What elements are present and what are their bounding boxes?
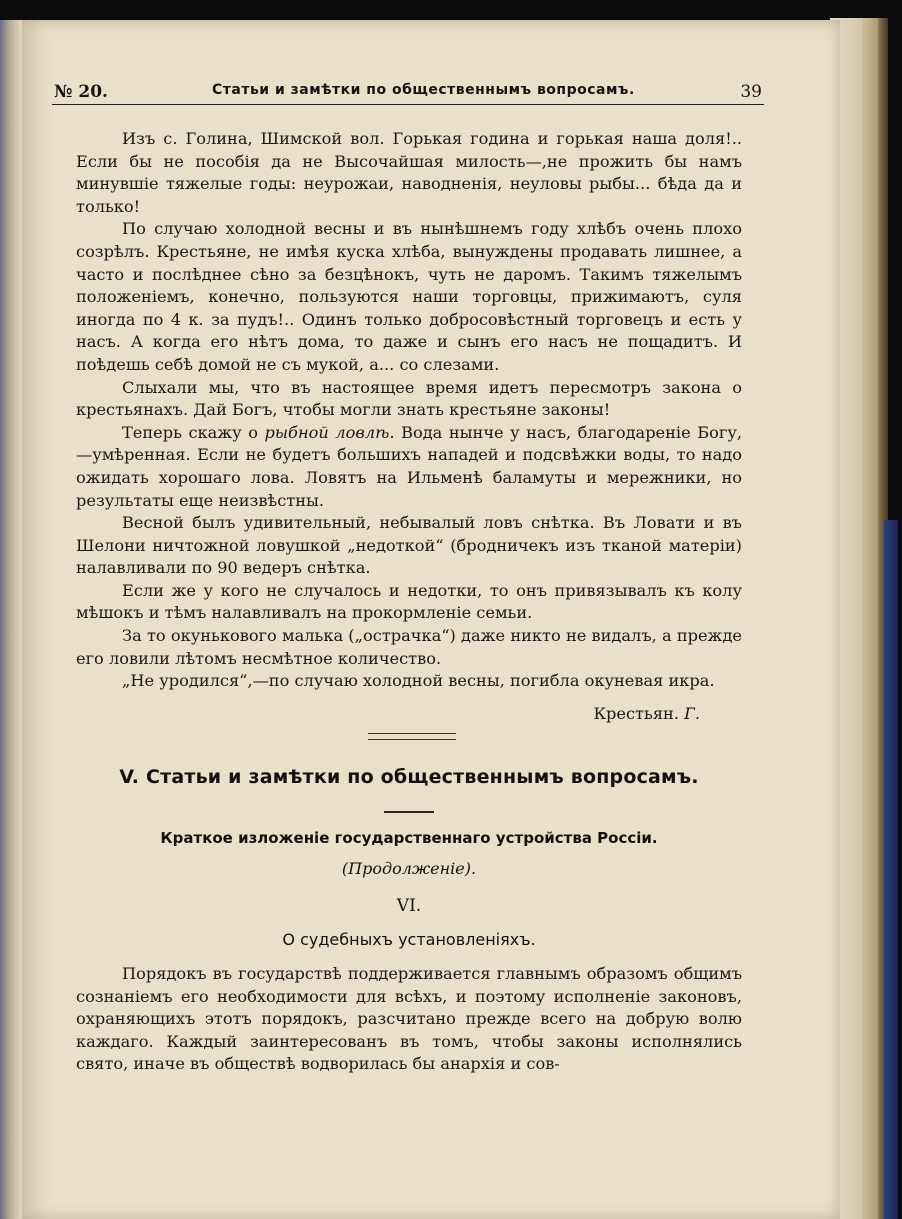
running-title: Статьи и замѣтки по общественнымъ вопросамъ. xyxy=(212,82,635,98)
paragraph-text: Вода нынче у насъ, благодареніе Богу,—умѣренная. Если не будетъ большихъ нападей и подсвѣжки воды, то надо ожидать хорошаго лова. Ловятъ на Ильменѣ баламуты и мережники, но результаты еще неизвѣстны. xyxy=(76,422,743,510)
paragraph: Порядокъ въ государствѣ поддерживается главнымъ образомъ общимъ сознаніемъ его необходимости для всѣхъ, и поэтому исполненіе законовъ, охраняющихъ этотъ порядокъ, разсчитано прежде всего на добрую волю каждаго. Каждый заинтересованъ въ томъ, чтобы законы исполнялись свято, иначе въ обществѣ водворилась бы анархія и сов- xyxy=(76,964,742,1074)
chapter-title: О судебныхъ установленіяхъ. xyxy=(282,930,536,949)
book-cover-edge xyxy=(884,520,898,1219)
signature-name: Крестьян. xyxy=(593,704,679,723)
adjacent-page-edge xyxy=(0,20,22,1219)
paragraph-text: Теперь скажу о xyxy=(122,422,265,442)
paragraph: За то окунькового малька („острачка“) даже никто не видалъ, а прежде его ловили лѣтомъ несмѣтное количество. xyxy=(76,626,742,668)
paragraph: Изъ с. Голина, Шимской вол. Горькая година и горькая наша доля!.. Если бы не пособія да не Высочайшая милость—,не прожить бы намъ минувшіе тяжелые годы: неурожаи, наводненія, неуловы рыбы... бѣда да и только! xyxy=(76,129,742,216)
short-rule-divider xyxy=(384,811,434,813)
italic-phrase: рыбной ловлѣ. xyxy=(264,422,395,442)
section-title: V. Статьи и замѣтки по общественнымъ вопросамъ. xyxy=(119,766,699,788)
continuation-label: (Продолженіе). xyxy=(341,859,477,878)
paragraph: Если же у кого не случалось и недотки, то онъ привязывалъ къ колу мѣшокъ и тѣмъ налавливалъ на прокормленіе семьи. xyxy=(76,580,742,623)
page-number: 39 xyxy=(740,82,762,102)
issue-number: № 20. xyxy=(54,82,108,102)
article-title: Краткое изложеніе государственнаго устройства Россіи. xyxy=(160,829,658,847)
paragraph: По случаю холодной весны и въ нынѣшнемъ году хлѣбъ очень плохо созрѣлъ. Крестьяне, не имѣя куска хлѣба, вынуждены продавать лишнее, а часто и послѣднее сѣно за безцѣнокъ, чуть не даромъ. Такимъ тяжелымъ положеніемъ, конечно, пользуются наши торговцы, прижимаютъ, суля иногда по 4 к. за пудъ!.. Одинъ только добросовѣстный торговецъ и есть у насъ. А когда его нѣтъ дома, то даже и сынъ его насъ не пощадитъ. И поѣдешь себѣ домой не съ мукой, а... со слезами. xyxy=(76,219,742,374)
double-rule-divider xyxy=(368,733,456,740)
article-body xyxy=(76,963,742,1076)
paragraph: „Не уродился“,—по случаю холодной весны, погибла окуневая икра. xyxy=(122,671,715,691)
chapter-number: VI. xyxy=(396,896,422,916)
paragraph: Слыхали мы, что въ настоящее время идетъ пересмотръ закона о крестьянахъ. Дай Богъ, чтобы могли знать крестьяне законы! xyxy=(76,377,742,420)
letter-body xyxy=(76,128,742,693)
signature-initial: Г. xyxy=(684,704,700,723)
signature xyxy=(540,704,700,723)
paragraph: Весной былъ удивительный, небывалый ловъ снѣтка. Въ Ловати и въ Шелони ничтожной ловушкой „недоткой“ (бродничекъ изъ тканой матеріи) налавливали по 90 ведеръ снѣтка. xyxy=(76,513,742,578)
paragraph xyxy=(76,422,742,512)
running-header xyxy=(52,64,764,105)
